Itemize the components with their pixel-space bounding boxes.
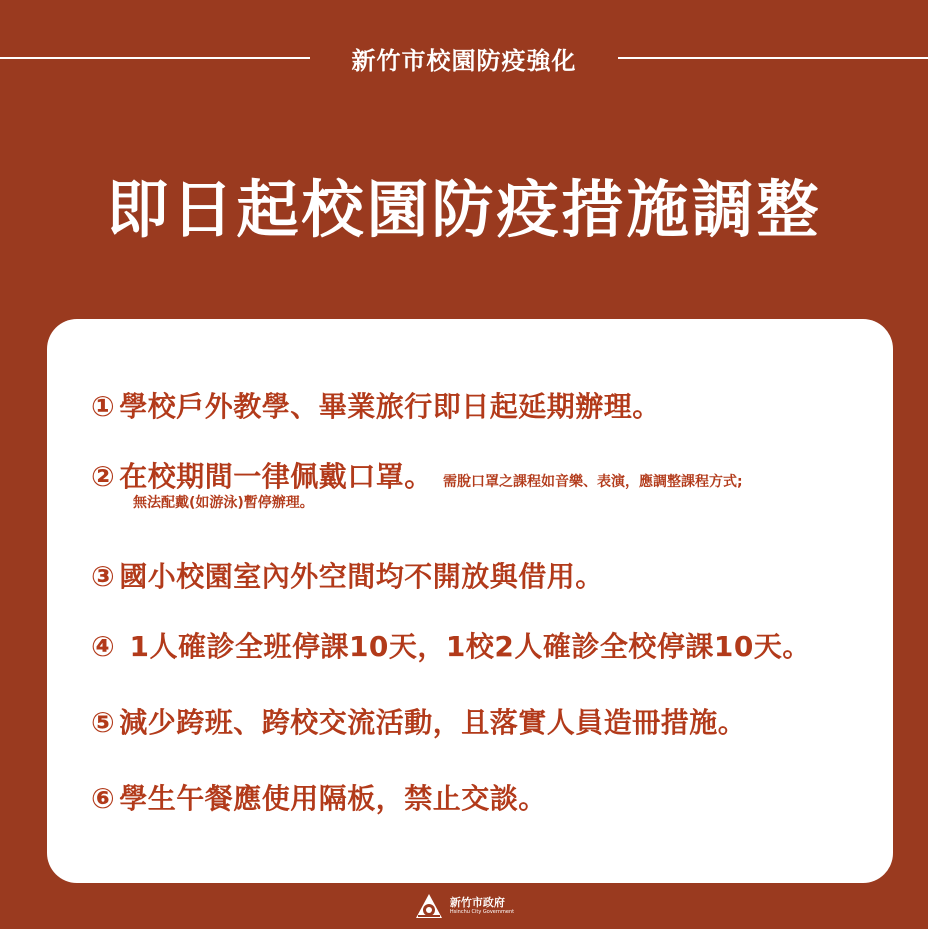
hsinchu-city-emblem-icon [414,892,444,920]
header-tag: 新竹市校園防疫強化 [351,46,577,75]
measure-number: ② [91,460,116,493]
measure-number: ③ [91,560,116,593]
measure-text: 學生午餐應使用隔板，禁止交談。 [119,782,547,815]
measure-text: 減少跨班、跨校交流活動，且落實人員造冊措施。 [119,706,747,739]
measure-note: 需脫口罩之課程如音樂、表演，應調整課程方式; [442,474,743,490]
header-banner [0,36,928,80]
measure-item-1 [91,385,661,425]
header-divider-left [0,57,310,59]
measure-item-2 [91,455,743,495]
measure-number: ⑥ [91,782,116,815]
measure-item-5 [91,701,746,741]
measure-text: 1人確診全班停課10天，1校2人確診全校停課10天。 [119,630,811,663]
measure-number: ④ [91,630,116,663]
measure-text: 學校戶外教學、畢業旅行即日起延期辦理。 [119,390,661,423]
measure-text: 國小校園室內外空間均不開放與借用。 [119,560,604,593]
measure-number: ⑤ [91,706,116,739]
page-title: 即日起校園防疫措施調整 [106,173,822,246]
org-name-zh: 新竹市政府 [449,896,505,909]
org-name-en: Hsinchu City Government [449,909,515,915]
measure-number: ① [91,390,116,423]
hsinchu-city-logo [414,892,514,920]
measure-item-6 [91,777,547,817]
measures-card [47,319,893,883]
footer [0,888,928,924]
measure-item-4 [91,625,811,665]
measure-note-continued: 無法配戴(如游泳)暫停辦理。 [133,495,314,511]
header-divider-right [618,57,928,59]
measure-text: 在校期間一律佩戴口罩。 [119,460,433,493]
measure-item-3 [91,555,604,595]
